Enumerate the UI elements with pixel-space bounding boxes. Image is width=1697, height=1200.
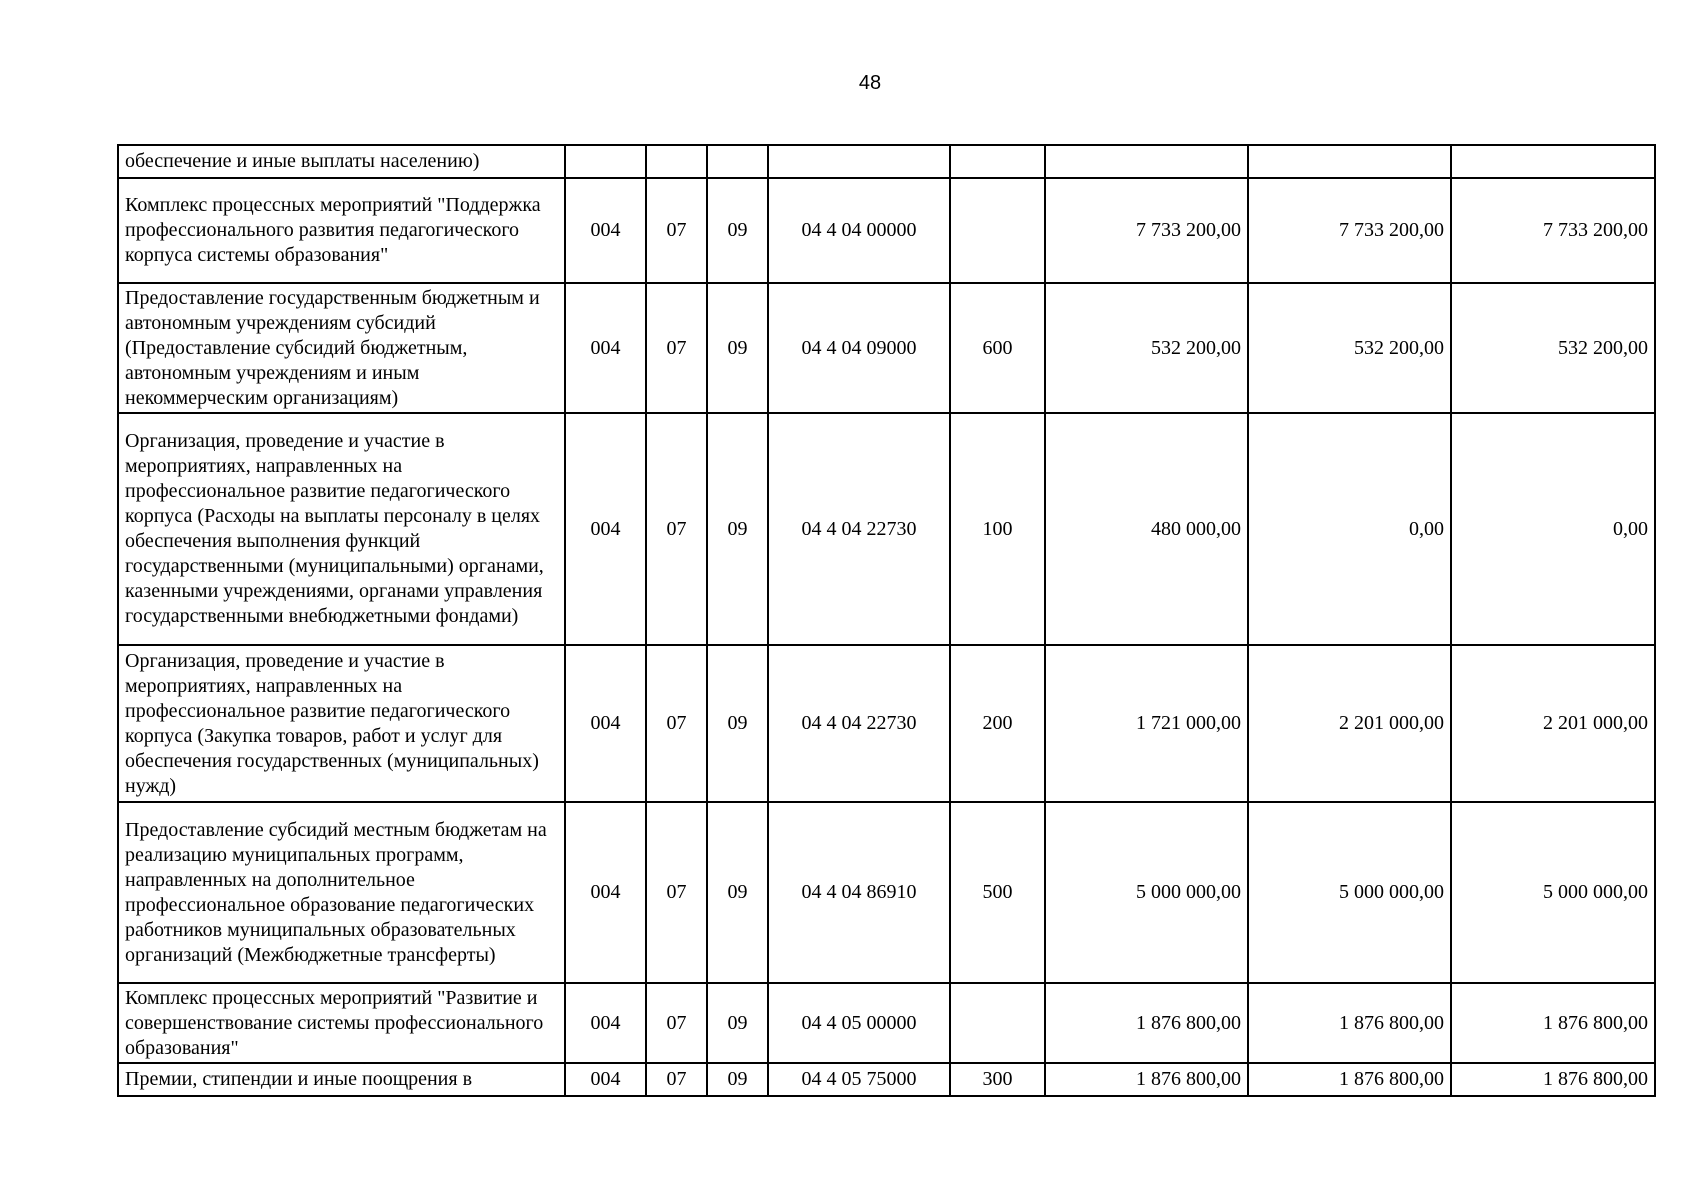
cell-sum-3: 532 200,00 [1451,283,1655,413]
cell-pr: 09 [707,413,768,645]
cell-pr: 09 [707,983,768,1063]
cell-csr: 04 4 05 75000 [768,1063,950,1096]
cell-sum-2 [1248,145,1451,178]
row-name: Комплекс процессных мероприятий "Развитие и совершенствование системы профессионального образования" [118,983,565,1063]
cell-ved [565,145,646,178]
cell-ved: 004 [565,283,646,413]
table-row [118,413,1655,645]
cell-vr [950,145,1045,178]
cell-sum-1: 532 200,00 [1045,283,1248,413]
cell-pr: 09 [707,802,768,983]
cell-csr: 04 4 05 00000 [768,983,950,1063]
cell-ved: 004 [565,413,646,645]
cell-sum-1: 1 876 800,00 [1045,1063,1248,1096]
cell-sum-1: 1 876 800,00 [1045,983,1248,1063]
cell-rz: 07 [646,645,707,802]
cell-sum-3: 0,00 [1451,413,1655,645]
cell-vr: 600 [950,283,1045,413]
cell-sum-2: 2 201 000,00 [1248,645,1451,802]
row-name: обеспечение и иные выплаты населению) [118,145,565,178]
table-row [118,645,1655,802]
cell-sum-1: 1 721 000,00 [1045,645,1248,802]
cell-vr [950,983,1045,1063]
cell-csr: 04 4 04 22730 [768,645,950,802]
table-row [118,283,1655,413]
row-name: Комплекс процессных мероприятий "Поддержка профессионального развития педагогического корпуса системы образования" [118,178,565,283]
cell-sum-2: 7 733 200,00 [1248,178,1451,283]
cell-rz [646,145,707,178]
cell-sum-1 [1045,145,1248,178]
page-number: 48 [858,72,882,94]
table-row [118,178,1655,283]
cell-sum-1: 7 733 200,00 [1045,178,1248,283]
cell-vr: 100 [950,413,1045,645]
cell-pr: 09 [707,283,768,413]
cell-rz: 07 [646,983,707,1063]
cell-vr [950,178,1045,283]
cell-pr: 09 [707,1063,768,1096]
cell-sum-2: 0,00 [1248,413,1451,645]
cell-pr: 09 [707,178,768,283]
cell-vr: 300 [950,1063,1045,1096]
cell-ved: 004 [565,178,646,283]
cell-pr [707,145,768,178]
row-name: Организация, проведение и участие в мероприятиях, направленных на профессиональное развитие педагогического корпуса (Закупка товаров, работ и услуг для обеспечения государственных (муниципальных) нужд) [118,645,565,802]
cell-csr: 04 4 04 22730 [768,413,950,645]
table-row [118,802,1655,983]
cell-vr: 200 [950,645,1045,802]
cell-rz: 07 [646,413,707,645]
cell-pr: 09 [707,645,768,802]
cell-rz: 07 [646,802,707,983]
cell-csr: 04 4 04 09000 [768,283,950,413]
cell-csr [768,145,950,178]
cell-csr: 04 4 04 00000 [768,178,950,283]
budget-table [117,144,1656,1097]
cell-ved: 004 [565,983,646,1063]
cell-sum-1: 480 000,00 [1045,413,1248,645]
cell-sum-3 [1451,145,1655,178]
row-name: Предоставление государственным бюджетным и автономным учреждениям субсидий (Предоставление субсидий бюджетным, автономным учреждениям и иным некоммерческим организациям) [118,283,565,413]
cell-ved: 004 [565,1063,646,1096]
cell-sum-3: 7 733 200,00 [1451,178,1655,283]
cell-sum-3: 5 000 000,00 [1451,802,1655,983]
table-row [118,145,1655,178]
cell-sum-1: 5 000 000,00 [1045,802,1248,983]
cell-sum-2: 1 876 800,00 [1248,1063,1451,1096]
table-row [118,1063,1655,1096]
cell-rz: 07 [646,283,707,413]
cell-sum-2: 1 876 800,00 [1248,983,1451,1063]
row-name: Предоставление субсидий местным бюджетам на реализацию муниципальных программ, направленных на дополнительное профессиональное образование педагогических работников муниципальных образовательных организаций (Межбюджетные трансферты) [118,802,565,983]
cell-vr: 500 [950,802,1045,983]
cell-sum-2: 5 000 000,00 [1248,802,1451,983]
cell-rz: 07 [646,178,707,283]
cell-csr: 04 4 04 86910 [768,802,950,983]
cell-sum-3: 2 201 000,00 [1451,645,1655,802]
cell-rz: 07 [646,1063,707,1096]
row-name: Организация, проведение и участие в мероприятиях, направленных на профессиональное развитие педагогического корпуса (Расходы на выплаты персоналу в целях обеспечения выполнения функций государственными (муниципальными) органами, казенными учреждениями, органами управления государственными внебюджетными фондами) [118,413,565,645]
cell-sum-2: 532 200,00 [1248,283,1451,413]
cell-ved: 004 [565,802,646,983]
cell-sum-3: 1 876 800,00 [1451,983,1655,1063]
table-row [118,983,1655,1063]
row-name: Премии, стипендии и иные поощрения в [118,1063,565,1096]
cell-sum-3: 1 876 800,00 [1451,1063,1655,1096]
cell-ved: 004 [565,645,646,802]
